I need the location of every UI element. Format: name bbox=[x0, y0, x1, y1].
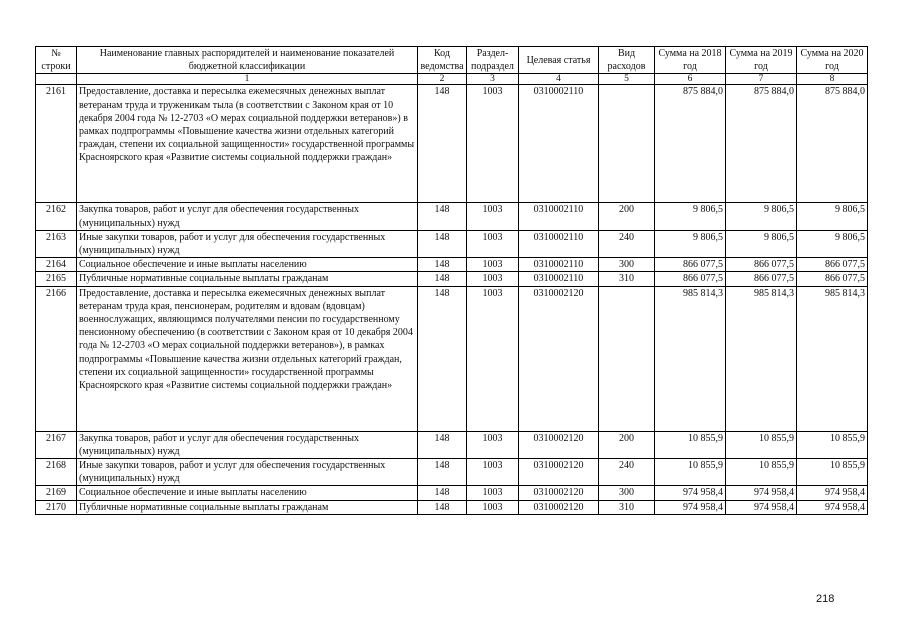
column-number: 7 bbox=[726, 74, 797, 85]
row-section: 1003 bbox=[467, 486, 519, 500]
row-department-code: 148 bbox=[418, 286, 467, 431]
row-sum-2019: 866 077,5 bbox=[726, 272, 797, 286]
row-number: 2168 bbox=[36, 459, 77, 486]
row-number: 2167 bbox=[36, 431, 77, 458]
row-sum-2018: 866 077,5 bbox=[655, 258, 726, 272]
column-number bbox=[36, 74, 77, 85]
row-number: 2165 bbox=[36, 272, 77, 286]
row-sum-2019: 866 077,5 bbox=[726, 258, 797, 272]
row-target-item: 0310002120 bbox=[519, 486, 599, 500]
header-sum-2020: Сумма на 2020 год bbox=[797, 47, 868, 74]
column-number: 5 bbox=[599, 74, 655, 85]
row-sum-2018: 974 958,4 bbox=[655, 486, 726, 500]
row-expense-type bbox=[599, 286, 655, 431]
row-sum-2018: 866 077,5 bbox=[655, 272, 726, 286]
row-sum-2018: 10 855,9 bbox=[655, 459, 726, 486]
row-sum-2018: 10 855,9 bbox=[655, 431, 726, 458]
row-target-item: 0310002110 bbox=[519, 258, 599, 272]
row-expense-type: 310 bbox=[599, 500, 655, 514]
row-sum-2018: 9 806,5 bbox=[655, 203, 726, 230]
budget-table bbox=[35, 46, 868, 515]
row-target-item: 0310002120 bbox=[519, 286, 599, 431]
row-name: Предоставление, доставка и пересылка ежемесячных денежных выплат ветеранам труда края, пенсионерам, родителям и вдовам (вдовцам) военнослужащих, являющимся получателями пенсии по государственному пенсионному обеспечению (в соответствии с Законом края от 10 декабря 2004 года № 12-2703 «О мерах социальной поддержки ветеранов»), в рамках подпрограммы «Повышение качества жизни отдельных категорий граждан, степени их социальной защищенности» государственной программы Красноярского края «Развитие системы социальной поддержки граждан» bbox=[77, 286, 418, 431]
row-name: Закупка товаров, работ и услуг для обеспечения государственных (муниципальных) нужд bbox=[77, 431, 418, 458]
row-name: Социальное обеспечение и иные выплаты населению bbox=[77, 258, 418, 272]
header-target-item: Целевая статья bbox=[519, 47, 599, 74]
row-sum-2019: 10 855,9 bbox=[726, 431, 797, 458]
row-section: 1003 bbox=[467, 230, 519, 257]
row-target-item: 0310002110 bbox=[519, 272, 599, 286]
column-number: 4 bbox=[519, 74, 599, 85]
row-target-item: 0310002120 bbox=[519, 459, 599, 486]
row-name: Иные закупки товаров, работ и услуг для обеспечения государственных (муниципальных) нужд bbox=[77, 459, 418, 486]
column-number: 1 bbox=[77, 74, 418, 85]
row-expense-type: 200 bbox=[599, 203, 655, 230]
header-row bbox=[36, 47, 868, 74]
row-sum-2019: 10 855,9 bbox=[726, 459, 797, 486]
table-row bbox=[36, 230, 868, 257]
table-row bbox=[36, 85, 868, 203]
row-sum-2019: 875 884,0 bbox=[726, 85, 797, 203]
row-sum-2020: 9 806,5 bbox=[797, 230, 868, 257]
row-sum-2019: 974 958,4 bbox=[726, 486, 797, 500]
row-target-item: 0310002120 bbox=[519, 500, 599, 514]
row-expense-type bbox=[599, 85, 655, 203]
row-sum-2020: 974 958,4 bbox=[797, 500, 868, 514]
table-row bbox=[36, 431, 868, 458]
column-number: 6 bbox=[655, 74, 726, 85]
row-sum-2020: 875 884,0 bbox=[797, 85, 868, 203]
row-name: Социальное обеспечение и иные выплаты населению bbox=[77, 486, 418, 500]
row-number: 2162 bbox=[36, 203, 77, 230]
header-sum-2018: Сумма на 2018 год bbox=[655, 47, 726, 74]
row-sum-2020: 10 855,9 bbox=[797, 459, 868, 486]
row-expense-type: 300 bbox=[599, 486, 655, 500]
row-target-item: 0310002110 bbox=[519, 230, 599, 257]
table-row bbox=[36, 486, 868, 500]
row-sum-2020: 985 814,3 bbox=[797, 286, 868, 431]
header-expense-type: Вид расходов bbox=[599, 47, 655, 74]
row-sum-2020: 9 806,5 bbox=[797, 203, 868, 230]
row-department-code: 148 bbox=[418, 486, 467, 500]
row-sum-2019: 9 806,5 bbox=[726, 230, 797, 257]
column-number-row bbox=[36, 74, 868, 85]
table-row bbox=[36, 203, 868, 230]
row-name: Закупка товаров, работ и услуг для обеспечения государственных (муниципальных) нужд bbox=[77, 203, 418, 230]
row-expense-type: 300 bbox=[599, 258, 655, 272]
row-sum-2018: 985 814,3 bbox=[655, 286, 726, 431]
row-number: 2163 bbox=[36, 230, 77, 257]
table-row bbox=[36, 272, 868, 286]
row-name: Иные закупки товаров, работ и услуг для обеспечения государственных (муниципальных) нужд bbox=[77, 230, 418, 257]
row-department-code: 148 bbox=[418, 203, 467, 230]
row-section: 1003 bbox=[467, 431, 519, 458]
row-sum-2018: 9 806,5 bbox=[655, 230, 726, 257]
column-number: 2 bbox=[418, 74, 467, 85]
table-row bbox=[36, 459, 868, 486]
row-department-code: 148 bbox=[418, 500, 467, 514]
row-section: 1003 bbox=[467, 258, 519, 272]
row-expense-type: 240 bbox=[599, 459, 655, 486]
row-section: 1003 bbox=[467, 459, 519, 486]
row-number: 2170 bbox=[36, 500, 77, 514]
header-name: Наименование главных распорядителей и наименование показателей бюджетной классификации bbox=[77, 47, 418, 74]
row-department-code: 148 bbox=[418, 85, 467, 203]
row-number: 2164 bbox=[36, 258, 77, 272]
row-sum-2020: 10 855,9 bbox=[797, 431, 868, 458]
column-number: 3 bbox=[467, 74, 519, 85]
row-department-code: 148 bbox=[418, 258, 467, 272]
row-sum-2018: 875 884,0 bbox=[655, 85, 726, 203]
table-row bbox=[36, 286, 868, 431]
row-expense-type: 240 bbox=[599, 230, 655, 257]
table-row bbox=[36, 258, 868, 272]
row-department-code: 148 bbox=[418, 431, 467, 458]
row-sum-2020: 866 077,5 bbox=[797, 272, 868, 286]
header-row-number: № строки bbox=[36, 47, 77, 74]
row-section: 1003 bbox=[467, 272, 519, 286]
header-section: Раздел-подраздел bbox=[467, 47, 519, 74]
header-sum-2019: Сумма на 2019 год bbox=[726, 47, 797, 74]
row-section: 1003 bbox=[467, 85, 519, 203]
row-section: 1003 bbox=[467, 500, 519, 514]
row-target-item: 0310002110 bbox=[519, 85, 599, 203]
row-expense-type: 200 bbox=[599, 431, 655, 458]
row-section: 1003 bbox=[467, 286, 519, 431]
row-target-item: 0310002110 bbox=[519, 203, 599, 230]
row-sum-2020: 974 958,4 bbox=[797, 486, 868, 500]
row-sum-2019: 9 806,5 bbox=[726, 203, 797, 230]
row-department-code: 148 bbox=[418, 459, 467, 486]
page-number: 218 bbox=[816, 593, 835, 605]
row-section: 1003 bbox=[467, 203, 519, 230]
row-number: 2161 bbox=[36, 85, 77, 203]
row-sum-2018: 974 958,4 bbox=[655, 500, 726, 514]
row-department-code: 148 bbox=[418, 230, 467, 257]
column-number: 8 bbox=[797, 74, 868, 85]
row-number: 2169 bbox=[36, 486, 77, 500]
row-number: 2166 bbox=[36, 286, 77, 431]
row-sum-2020: 866 077,5 bbox=[797, 258, 868, 272]
row-sum-2019: 985 814,3 bbox=[726, 286, 797, 431]
row-name: Публичные нормативные социальные выплаты гражданам bbox=[77, 500, 418, 514]
header-department-code: Код ведомства bbox=[418, 47, 467, 74]
row-name: Предоставление, доставка и пересылка ежемесячных денежных выплат ветеранам труда и труженикам тыла (в соответствии с Законом края от 10 декабря 2004 года № 12-2703 «О мерах социальной поддержки ветеранов») в рамках подпрограммы «Повышение качества жизни отдельных категорий граждан, степени их социальной защищенности» государственной программы Красноярского края «Развитие системы социальной поддержки граждан» bbox=[77, 85, 418, 203]
row-target-item: 0310002120 bbox=[519, 431, 599, 458]
table-row bbox=[36, 500, 868, 514]
row-department-code: 148 bbox=[418, 272, 467, 286]
row-expense-type: 310 bbox=[599, 272, 655, 286]
row-sum-2019: 974 958,4 bbox=[726, 500, 797, 514]
row-name: Публичные нормативные социальные выплаты гражданам bbox=[77, 272, 418, 286]
